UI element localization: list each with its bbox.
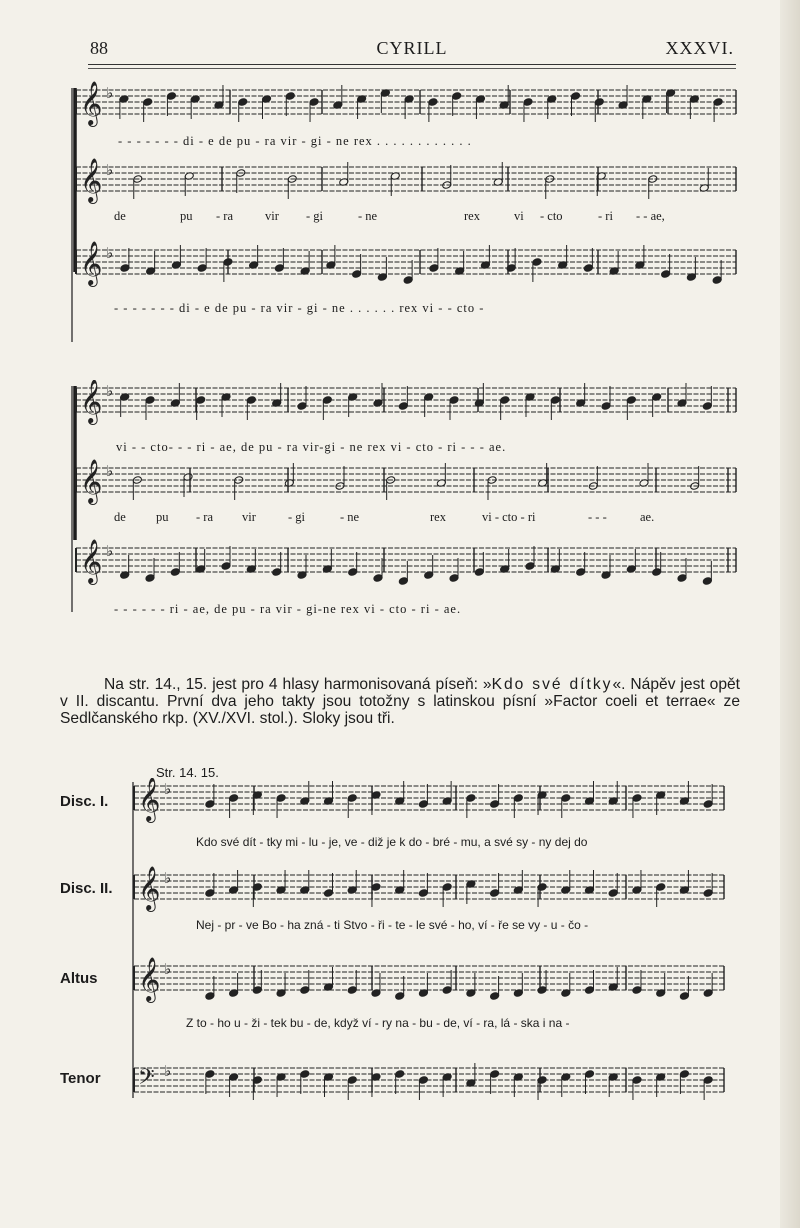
lyric: - gi — [288, 510, 306, 524]
bass-clef-icon: 𝄢 — [138, 1065, 155, 1095]
lyric: vir — [265, 209, 279, 223]
staff-ex-disc-1 — [134, 778, 724, 823]
staff-1-voice-3 — [76, 241, 736, 287]
system-brace — [72, 88, 75, 342]
treble-clef-icon: 𝄞 — [80, 81, 103, 125]
flat-key-signature-icon: ♭ — [164, 1062, 172, 1080]
treble-clef-icon: 𝄞 — [138, 778, 161, 821]
lyric: ae. — [640, 510, 655, 524]
lyric: - - - — [588, 510, 607, 524]
treble-clef-icon: 𝄞 — [80, 380, 103, 423]
staff-1-voice-2 — [76, 158, 736, 204]
lyric: rex — [430, 510, 446, 524]
treble-clef-icon: 𝄞 — [138, 866, 161, 910]
lyric: - gi — [306, 209, 324, 223]
staff-ex-altus — [134, 957, 724, 1003]
lyrics-s2-v1: vi - - cto- - - ri - ae, de pu - ra vir-gi - ne rex vi - cto - ri - - - ae. — [116, 440, 507, 454]
flat-key-signature-icon: ♭ — [164, 780, 172, 798]
voice-label-disc-2: Disc. II. — [60, 880, 113, 897]
lyric: pu — [180, 209, 193, 223]
lyrics-disc-2: Nej - pr - ve Bo - ha zná - ti Stvo - ři - te - le své - ho, ví - ře se vy - u - čo - — [196, 918, 589, 932]
lyrics-disc-1: Kdo své dít - tky mi - lu - je, ve - diž je k do - bré - mu, a své sy - ny dej do — [196, 835, 588, 849]
treble-clef-icon: 𝄞 — [80, 459, 103, 503]
section-number: XXXVI. — [665, 38, 734, 58]
music-system-2 — [0, 380, 800, 620]
treble-clef-icon: 𝄞 — [80, 241, 103, 285]
voice-label-altus: Altus — [60, 970, 98, 987]
flat-key-signature-icon: ♭ — [106, 462, 114, 480]
system-brace — [72, 386, 75, 612]
lyric: de — [114, 510, 126, 524]
header-rule — [88, 68, 736, 69]
treble-clef-icon: 𝄞 — [138, 957, 161, 1001]
flat-key-signature-icon: ♭ — [106, 161, 114, 179]
lyrics-s1-v1: - - - - - - - di - e de pu - ra vir - gi - ne rex . . . . . . . . . . . . — [118, 134, 472, 148]
para-suffix: «. Nápěv jest opět v II. discantu. První dva jeho takty jsou totožny s latinskou písní »Factor coeli et terrae« ze Sedlčanského rkp. (XV./XVI. stol.). Sloky jsou tři. — [60, 676, 741, 727]
voice-label-disc-1: Disc. I. — [60, 793, 109, 810]
flat-key-signature-icon: ♭ — [106, 542, 114, 560]
lyric: - ne — [340, 510, 360, 524]
lyrics-s1-v3: - - - - - - - di - e de pu - ra vir - gi - ne . . . . . . rex vi - - cto - — [114, 301, 485, 315]
voice-label-tenor: Tenor — [60, 1070, 101, 1087]
staff-ex-tenor — [134, 1062, 724, 1100]
flat-key-signature-icon: ♭ — [164, 960, 172, 978]
lyric: de — [114, 209, 126, 223]
lyric: - - ae, — [636, 209, 665, 223]
flat-key-signature-icon: ♭ — [106, 382, 114, 400]
flat-key-signature-icon: ♭ — [106, 84, 114, 102]
staff-2-voice-2 — [76, 459, 736, 505]
lyric: - ri — [598, 209, 613, 223]
treble-clef-icon: 𝄞 — [80, 539, 103, 583]
example-reference: Str. 14. 15. — [156, 765, 219, 780]
running-head — [88, 38, 736, 65]
lyric: vi - cto - ri — [482, 510, 536, 524]
staff-ex-disc-2 — [134, 866, 724, 912]
lyric: - ra — [196, 510, 213, 524]
lyric: - ne — [358, 209, 378, 223]
lyric: vi — [514, 209, 524, 223]
music-system-1 — [0, 70, 800, 390]
staff-1-voice-1 — [76, 81, 736, 127]
lyrics-altus: Z to - ho u - ži - tek bu - de, když ví - ry na - bu - de, ví - ra, lá - ska i na - — [186, 1016, 570, 1030]
lyric: pu — [156, 510, 169, 524]
para-prefix: Na str. 14., 15. jest pro 4 hlasy harmonisovaná píseň: » — [104, 676, 492, 693]
lyric: rex — [464, 209, 480, 223]
lyric: - ra — [216, 209, 233, 223]
song-title: Kdo své dítky — [491, 676, 613, 693]
commentary-paragraph — [60, 676, 740, 727]
lyric: - cto — [540, 209, 563, 223]
music-example — [0, 778, 800, 1138]
running-title: CYRILL — [376, 38, 448, 58]
page-number: 88 — [90, 38, 108, 58]
staff-2-voice-1 — [76, 380, 736, 425]
lyrics-s2-v3: - - - - - - ri - ae, de pu - ra vir - gi-ne rex vi - cto - ri - ae. — [114, 602, 462, 616]
lyric: vir — [242, 510, 256, 524]
flat-key-signature-icon: ♭ — [164, 869, 172, 887]
treble-clef-icon: 𝄞 — [80, 158, 103, 202]
flat-key-signature-icon: ♭ — [106, 244, 114, 262]
staff-2-voice-3 — [76, 539, 736, 585]
